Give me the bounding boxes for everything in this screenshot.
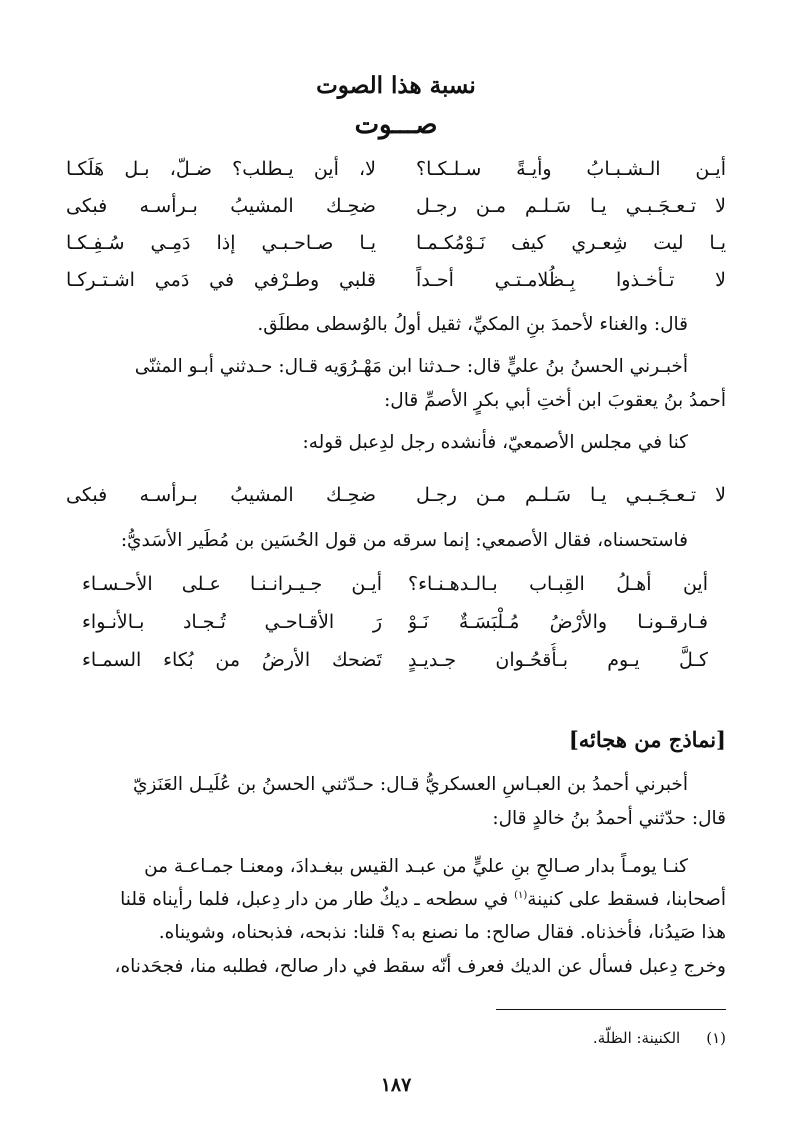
- paragraph: [66, 524, 726, 558]
- paragraph-text: في سطحه ـ ديكٌ طار من دار دِعبل، فلما رأيناه قلنا: [120, 889, 515, 910]
- section-title: نسبة هذا الصوت: [316, 72, 476, 99]
- verse-first-hemistich: لا تـعـجَـبـي يـا سَـلـم مـن رجـل: [416, 195, 726, 217]
- footnote-number: (١): [706, 1029, 726, 1047]
- poem-verse: [66, 189, 726, 223]
- paragraph-line: وخرج دِعبل فسأل عن الديك فعرف أنّه سقط في دار صالح، فطلبه منا، فجحَدناه،: [114, 956, 726, 977]
- verse-first-hemistich: أيـن الـشـبـابُ وأيـةً سـلـكـا؟: [416, 158, 726, 180]
- verse-second-hemistich: ضحِـك المشيبُ بـرأسـه فبكى: [66, 484, 376, 506]
- verse-first-hemistich: لا تـأخـذوا بِـظُلامـتـي أحـداً: [416, 269, 726, 291]
- paragraph: [66, 308, 726, 342]
- verse-first-hemistich: فـارقـونـا والأرْضُ مُـلْبَسَـةٌ نَـوْ: [408, 611, 708, 633]
- verse-first-hemistich: لا تـعـجَـبـي يـا سَـلـم مـن رجـل: [416, 484, 726, 506]
- paragraph-line: أخبـرني الحسنُ بنُ عليٍّ قال: حـدثنا ابن مَهْـرُوَيه قـال: حـدثني أبـو المثنّى: [134, 356, 688, 377]
- verse-second-hemistich: رَ الأقـاحـي تُـجـاد بـالأنـواء: [82, 611, 382, 633]
- paragraph: [66, 950, 726, 984]
- verse-second-hemistich: أيـن جـيـرانـنـا عـلى الأحـسـاء: [82, 573, 382, 595]
- verse-second-hemistich: يـا صـاحـبـي إذا دَمِـي سُـفِـكـا: [66, 232, 376, 254]
- paragraph: [66, 802, 726, 836]
- footnote-text: الكنينة: الظلّة.: [592, 1029, 681, 1047]
- paragraph: [66, 883, 726, 917]
- poem-verse: [66, 226, 726, 260]
- verse-first-hemistich: كـلَّ يـوم بـأُقحُـوان جـديـدٍ: [408, 649, 708, 671]
- footnote-divider: [496, 1009, 726, 1010]
- paragraph-line: قال: حدّثني أحمدُ بنُ خالدٍ قال:: [492, 808, 726, 829]
- paragraph: [66, 768, 726, 802]
- poem-verse: [66, 152, 726, 186]
- paragraph-line: أحمدُ بنُ يعقوبَ ابن أختِ أبي بكرٍ الأصمِّ قال:: [384, 390, 726, 411]
- poem-verse: [66, 567, 726, 601]
- quoted-verse: [66, 478, 726, 512]
- paragraph-line: أخبرني أحمدُ بن العبـاسِ العسكريُّ قـال: حـدّثني الحسنُ بن عُلَيـل العَنَزيّ: [133, 774, 688, 795]
- paragraph-line: كنـا يومـاً بدار صـالحِ بنِ عليٍّ من عبـد القيس ببغـدادَ، ومعنـا جمـاعـة من: [144, 856, 688, 877]
- song-heading: صـــوت: [354, 110, 438, 140]
- poem-verse: [66, 643, 726, 677]
- poem-verse: [66, 605, 726, 639]
- paragraph-text: كنا في مجلس الأصمعيّ، فأنشده رجل لدِعبل قوله:: [302, 432, 688, 453]
- paragraph-line: [66, 883, 726, 917]
- verse-second-hemistich: تَضحك الأرضُ من بُكاء السمـاء: [82, 649, 382, 671]
- paragraph-text: فاستحسناه، فقال الأصمعي: إنما سرقه من قول الحُسَين بن مُطَير الأسَديُّ:: [120, 530, 688, 551]
- page-number: ١٨٧: [380, 1074, 412, 1096]
- paragraph-text: قال: والغناء لأحمدَ بنِ المكيِّ، ثقيل أولُ بالوُسطى مطلَق.: [257, 314, 688, 335]
- paragraph: [66, 426, 726, 460]
- paragraph-text: أصحابنا، فسقط على كنينة: [527, 889, 726, 910]
- book-page: [66, 0, 726, 1136]
- paragraph: [66, 384, 726, 418]
- poem-verse: [66, 263, 726, 297]
- verse-second-hemistich: لا، أين يـطلب؟ ضـلّ، بـل هَلَكـا: [66, 158, 376, 180]
- paragraph: [66, 350, 726, 384]
- verse-first-hemistich: أين أهـلُ القِبـاب بـالـدهـنـاء؟: [408, 573, 708, 595]
- paragraph: [66, 850, 726, 884]
- section-heading: [نماذج من هجائه]: [568, 727, 726, 752]
- footnote: [593, 1026, 726, 1050]
- footnote-marker[interactable]: (١): [514, 889, 528, 901]
- verse-second-hemistich: قلبي وطـرْفي في دَمي اشـتـركـا: [66, 269, 376, 291]
- paragraph-line: هذا صَيدُنا، فأخذناه. فقال صالح: ما نصنع به؟ قلنا: نذبحه، فذبحناه، وشويناه.: [158, 922, 726, 943]
- verse-second-hemistich: ضحِـك المشيبُ بـرأسـه فبكى: [66, 195, 376, 217]
- paragraph: [66, 916, 726, 950]
- verse-first-hemistich: يـا ليت شِعـري كيف نَـوْمُكـمـا: [416, 232, 726, 254]
